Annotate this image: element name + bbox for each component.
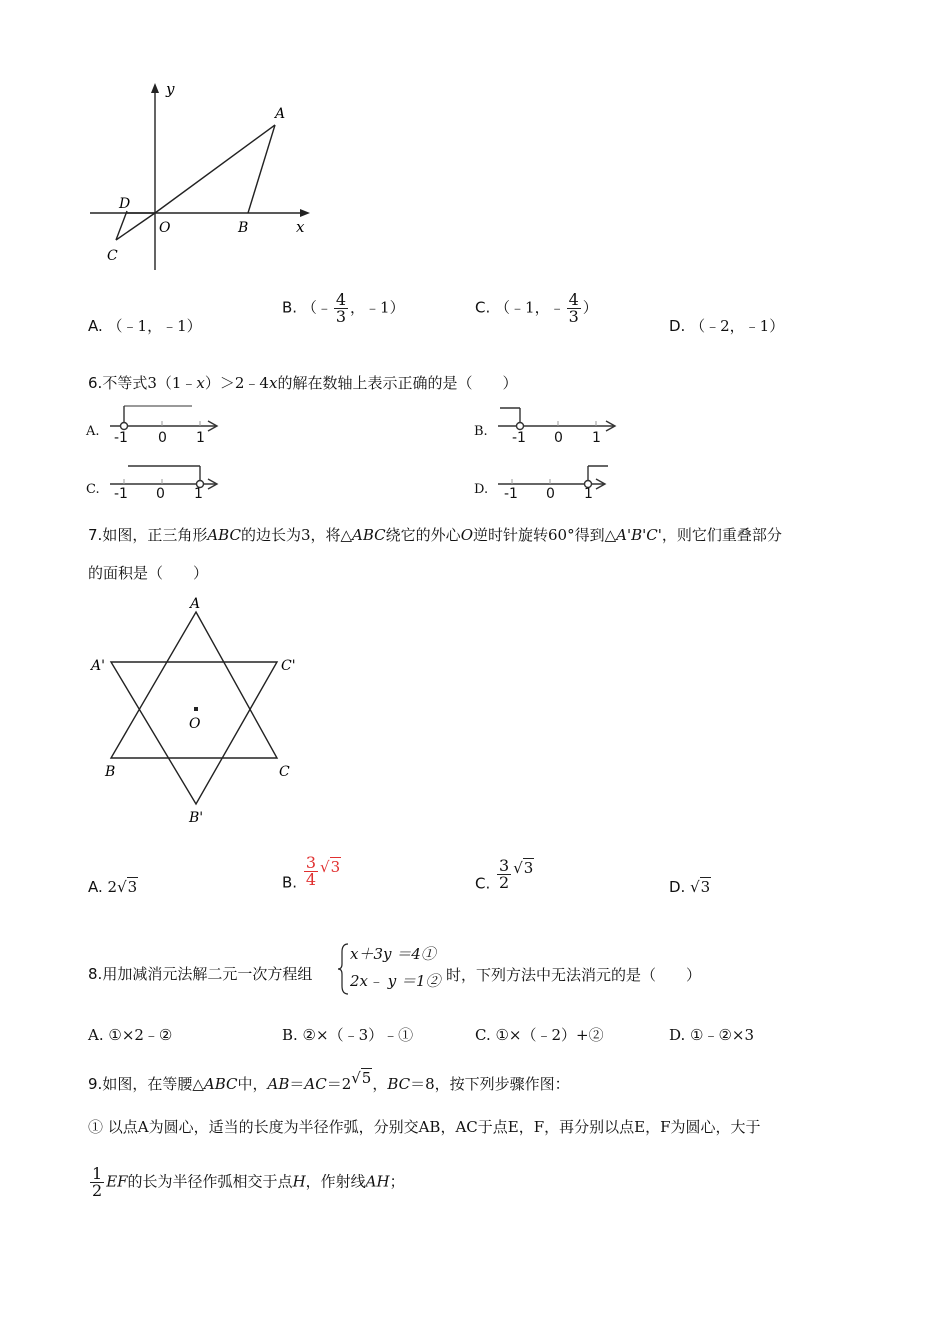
q7-line1-c: 绕它的外心: [385, 526, 461, 544]
q7-abc2: ABC: [352, 526, 386, 544]
q6-option-d-letter: D.: [474, 482, 489, 497]
fig7-label-c-prime: C': [281, 658, 296, 674]
q6-option-b[interactable]: [474, 404, 624, 450]
fig7-label-c: C: [279, 764, 290, 780]
q7-option-a-coef: 2: [107, 878, 118, 896]
q6-option-d[interactable]: [474, 462, 624, 508]
q9-l1-e: ＝8，按下列步骤作图：: [410, 1075, 570, 1093]
fig7-label-o: O: [189, 716, 201, 732]
q9-radicand: 5: [361, 1069, 372, 1087]
fig5-y-label: y: [166, 80, 175, 98]
q7-line1-b: 的边长为3，将△: [240, 526, 353, 544]
q5-option-a[interactable]: [88, 315, 202, 336]
q7-option-b-letter: B.: [282, 873, 298, 892]
q5-option-b-denominator: 3: [335, 307, 347, 326]
q7-option-c[interactable]: C. $\frac{3}{2}$ √3: [475, 856, 534, 893]
fig5-point-o: O: [159, 220, 171, 236]
q6-option-b-tick-0: 0: [554, 430, 563, 446]
q7-stem-line1: [88, 525, 782, 546]
q9-eq1: ＝: [289, 1075, 305, 1093]
q6-option-a-letter: A.: [86, 424, 100, 439]
q7-option-a-radicand: 3: [127, 878, 138, 896]
q5-option-a-letter: A.: [88, 317, 103, 335]
q6-option-a[interactable]: [86, 404, 236, 450]
q6-option-a-tick-neg1: -1: [114, 430, 128, 446]
q9-h: H: [292, 1172, 306, 1191]
q7-option-a[interactable]: A. 2√3: [88, 878, 138, 896]
q8-option-b[interactable]: B. ②×（﹣3）﹣①: [282, 1026, 414, 1044]
q5-option-a-text: （﹣1，﹣1）: [107, 317, 202, 335]
q8-option-c[interactable]: C. ①×（﹣2）+②: [475, 1026, 604, 1044]
q8-equation-2: 2x﹣ y ＝1②: [350, 972, 441, 990]
fig7-label-b-prime: B': [189, 810, 204, 826]
q5-option-b-numerator: 4: [335, 290, 347, 309]
q5-option-d[interactable]: [669, 315, 784, 336]
q8-option-d[interactable]: D. ①﹣②×3: [669, 1026, 755, 1044]
q7-option-b-numerator: 3: [305, 853, 317, 872]
q6-option-d-tick-1: 1: [584, 486, 593, 502]
q6-option-c[interactable]: [86, 462, 236, 508]
q6-option-c-tick-1: 1: [194, 486, 203, 502]
q9-ah: AH: [365, 1172, 390, 1191]
q9-stem-line2: ① 以点A为圆心，适当的长度为半径作弧，分别交AB，AC于点E，F，再分别以点E，F为圆心，大于: [88, 1118, 761, 1136]
q6-option-b-tick-neg1: -1: [512, 430, 526, 446]
q9-number: 9.: [88, 1075, 103, 1093]
q9-stem-line1: 9.如图，在等腰△ABC中，AB＝AC＝2√5，BC＝8，按下列步骤作图：: [88, 1069, 570, 1093]
fig5-x-label: x: [296, 218, 305, 236]
q7-option-d-radicand: 3: [700, 878, 711, 896]
q9-l1-d: ，: [372, 1075, 388, 1093]
q7-figure: [85, 590, 315, 830]
q8-option-a[interactable]: A. ①×2﹣②: [88, 1026, 173, 1044]
q5-option-c-post: ）: [582, 298, 598, 317]
q7-option-d[interactable]: D. √3: [669, 878, 711, 896]
q9-ac: AC: [304, 1075, 327, 1093]
q6-option-d-tick-neg1: -1: [504, 486, 518, 502]
q6-option-b-tick-1: 1: [592, 430, 601, 446]
q5-option-c[interactable]: [475, 292, 598, 325]
q7-option-c-radicand: 3: [523, 858, 534, 877]
q6-number: 6.: [88, 374, 103, 392]
q5-option-d-letter: D.: [669, 317, 686, 335]
q9-ef: EF: [106, 1172, 128, 1191]
q7-line1-d: 逆时针旋转60°得到△: [473, 526, 617, 544]
q9-l3-b: ，作射线: [305, 1172, 366, 1191]
q6-option-b-letter: B.: [474, 424, 488, 439]
q5-option-c-pre: （﹣1，﹣: [495, 298, 565, 317]
q7-line1-e: ，则它们重叠部分: [661, 526, 782, 544]
q7-option-a-letter: A.: [88, 878, 103, 896]
q6-text-c: 的解在数轴上表示正确的是（ ）: [277, 374, 518, 392]
q8-text-b: 时，下列方法中无法消元的是（ ）: [446, 966, 702, 984]
q5-option-b[interactable]: [282, 292, 405, 325]
q6-text-a: 不等式3（1﹣: [102, 374, 197, 392]
fig7-label-a-prime: A': [91, 658, 105, 674]
q5-option-c-denominator: 3: [568, 307, 579, 326]
q9-l3-a: 的长为半径作弧相交于点: [127, 1172, 293, 1191]
q7-o: O: [460, 526, 473, 544]
q6-option-d-tick-0: 0: [546, 486, 555, 502]
q7-option-c-letter: C.: [475, 874, 491, 893]
q7-abc3: A'B'C': [616, 526, 662, 544]
fig7-label-a: A: [190, 596, 201, 612]
q7-option-b[interactable]: B. $\frac{3}{4}$ √3: [282, 853, 341, 892]
q7-option-b-denominator: 4: [305, 870, 317, 889]
q8-equation-1: x＋3y ＝4①: [350, 945, 436, 963]
q7-number: 7.: [88, 526, 103, 544]
q9-l1-b: 中，: [237, 1075, 268, 1093]
q7-line1-a: 如图，正三角形: [102, 526, 208, 544]
q5-option-d-text: （﹣2，﹣1）: [690, 317, 785, 335]
q9-ab: AB: [267, 1075, 290, 1093]
q6-text-b: ）＞2﹣4: [204, 374, 269, 392]
q9-l1-c: ＝2: [326, 1075, 352, 1093]
q9-l1-a: 如图，在等腰△: [102, 1075, 204, 1093]
q7-line2: 的面积是（ ）: [88, 564, 209, 582]
q7-option-c-denominator: 2: [499, 873, 510, 892]
q8-stem-start: [88, 964, 312, 985]
q7-option-b-radicand: 3: [330, 857, 341, 876]
q9-half-numerator: 1: [92, 1164, 103, 1183]
q6-option-a-tick-1: 1: [196, 430, 205, 446]
q6-option-c-tick-0: 0: [156, 486, 165, 502]
q7-abc1: ABC: [207, 526, 241, 544]
q5-option-c-numerator: 4: [568, 290, 579, 309]
q6-var-x1: x: [196, 374, 205, 392]
fig5-point-d: D: [119, 196, 131, 212]
q9-abc: ABC: [203, 1075, 238, 1093]
q5-option-b-letter: B.: [282, 298, 298, 317]
q8-number: 8.: [88, 965, 103, 983]
q6-var-x2: x: [268, 374, 278, 392]
fig7-label-b: B: [105, 764, 116, 780]
q6-stem: [88, 373, 517, 394]
q5-option-c-letter: C.: [475, 298, 491, 317]
q7-stem-line2: [88, 563, 208, 584]
q6-option-c-letter: C.: [86, 482, 100, 497]
q7-option-d-letter: D.: [669, 878, 686, 896]
q9-half-denominator: 2: [92, 1181, 103, 1200]
q6-option-c-tick-neg1: -1: [114, 486, 128, 502]
q5-option-b-pre: （﹣: [301, 298, 332, 317]
q6-option-a-tick-0: 0: [158, 430, 167, 446]
fig5-point-c: C: [107, 248, 118, 264]
q5-option-b-post: ，﹣1）: [350, 298, 405, 317]
q9-l3-c: ；: [389, 1172, 405, 1191]
q8-text-a: 用加减消元法解二元一次方程组: [102, 965, 313, 983]
q8-brace: [338, 942, 350, 996]
fig5-point-b: B: [238, 220, 249, 236]
q9-stem-line3: [88, 1166, 405, 1199]
q5-figure: [80, 78, 320, 278]
q7-option-c-numerator: 3: [499, 856, 510, 875]
fig5-point-a: A: [275, 106, 286, 122]
q9-bc: BC: [387, 1075, 411, 1093]
